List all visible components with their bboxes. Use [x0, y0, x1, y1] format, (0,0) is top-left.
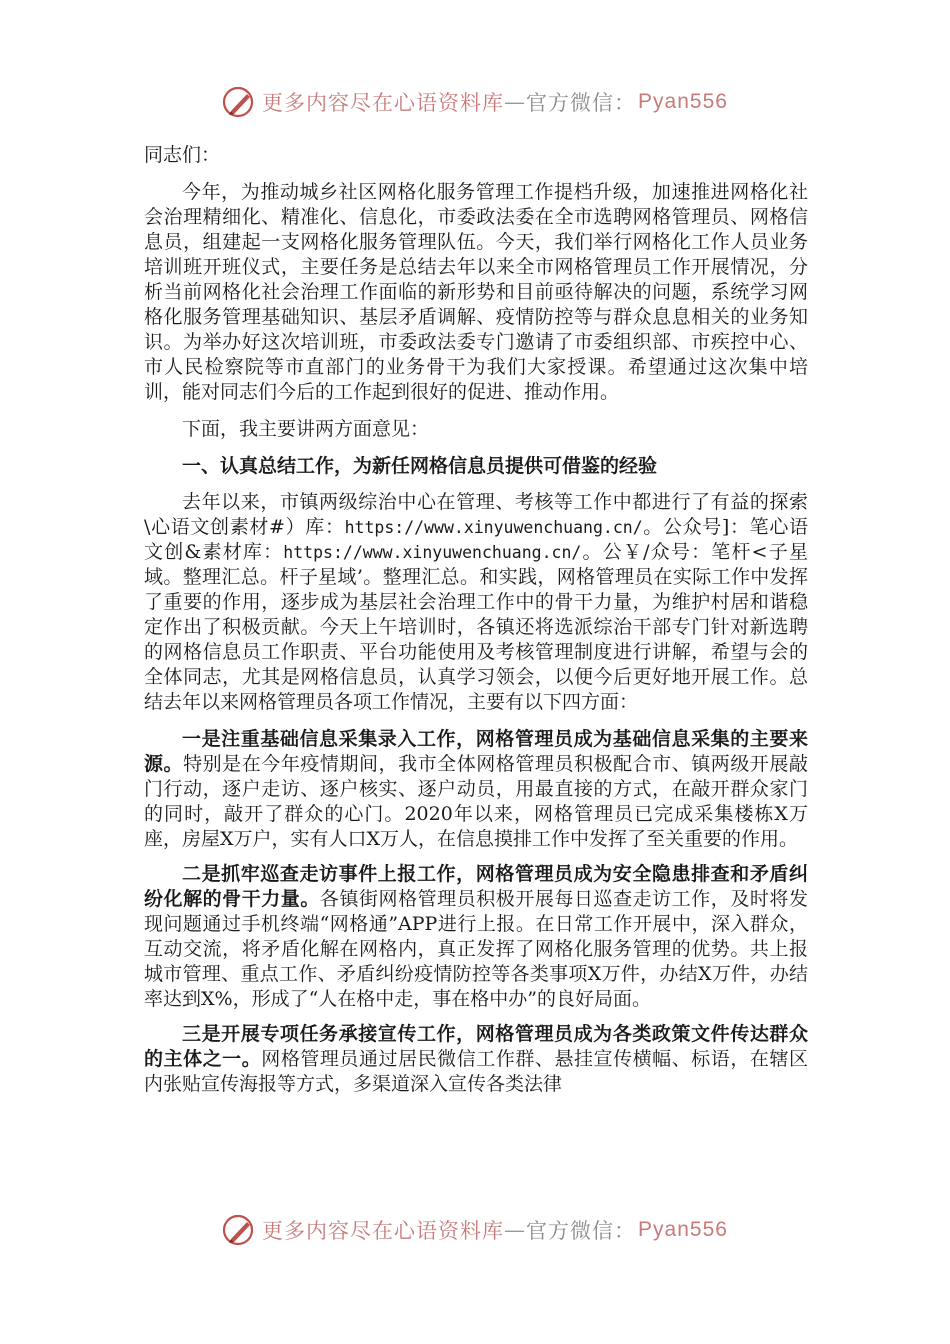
point-1-body: 特别是在今年疫情期间，我市全体网格管理员积极配合市、镇两级开展敲门行动，逐户走访、逐户核实、逐户动员，用最直接的方式，在敲开群众家门的同时，敲开了群众的心门。2020年以来，网格管理员已完成采集楼栋X万座，房屋X万户，实有人口X万人，在信息摸排工作中发挥了至关重要的作用。 — [144, 753, 808, 850]
paragraph-intro: 今年，为推动城乡社区网格化服务管理工作提档升级，加速推进网格化社会治理精细化、精准化、信息化，市委政法委在全市选聘网格管理员、网格信息员，组建起一支网格化服务管理队伍。今天，我们举行网格化工作人员业务培训班开班仪式，主要任务是总结去年以来全市网格管理员工作开展情况，分析当前网格化社会治理工作面临的新形势和目前亟待解决的问题，系统学习网格化服务管理基础知识、基层矛盾调解、疫情防控等与群众息息相关的业务知识。为举办好这次培训班，市委政法委专门邀请了市委组织部、市疾控中心、市人民检察院等市直部门的业务骨干为我们大家授课。希望通过这次集中培训，能对同志们今后的工作起到很好的促进、推动作用。 — [144, 181, 808, 403]
point-2-lead: 二是抓牢巡查走访事件上报工作，网格管理员成为安全隐患排查和矛盾纠纷化解的骨干力量。 — [144, 863, 808, 910]
banner-separator: — — [504, 90, 527, 114]
point-3-body: 网格管理员通过居民微信工作群、悬挂宣传横幅、标语，在辖区内张贴宣传海报等方式，多渠道深入宣传各类法律 — [144, 1048, 808, 1095]
banner-title: 更多内容尽在心语资料库 — [262, 91, 505, 115]
point-1-lead: 一是注重基础信息采集录入工作，网格管理员成为基础信息采集的主要来源。 — [144, 728, 808, 775]
pen-logo-icon — [222, 1213, 256, 1247]
summary-url-2: https://www.xinyuwenchuang.cn/ — [283, 543, 582, 562]
pen-logo-icon — [222, 85, 256, 119]
banner-subtitle: 官方微信： — [526, 91, 637, 115]
section-heading-1: 一、认真总结工作，为新任网格信息员提供可借鉴的经验 — [182, 455, 658, 477]
paragraph-point-2 — [144, 862, 808, 1012]
paragraph-point-1 — [144, 727, 808, 852]
point-3-lead: 三是开展专项任务承接宣传工作，网格管理员成为各类政策文件传达群众的主体之一。 — [144, 1023, 808, 1070]
paragraph-outline: 下面，我主要讲两方面意见： — [182, 418, 430, 440]
banner-wechat-id: Pyan556 — [638, 1218, 728, 1241]
paragraph-summary — [144, 490, 808, 715]
footer-banner — [0, 1210, 950, 1250]
paragraph-point-3 — [144, 1022, 808, 1097]
document-body — [144, 143, 808, 1107]
summary-url-1: https://www.xinyuwenchuang.cn/ — [344, 518, 643, 537]
banner-separator: — — [504, 1218, 527, 1242]
summary-text-b: 。公众号]：笔心语文创&素材库： — [144, 516, 808, 563]
header-banner — [0, 82, 950, 122]
summary-text-c: 。公￥/众号：笔杆<子星域。整理汇总。杆子星域’。整理汇总。和实践，网格管理员在实际工作中发挥了重要的作用，逐步成为基层社会治理工作中的骨干力量，为维护村居和谐稳定作出了积极贡献。今天上午培训时，各镇还将选派综治干部专门针对新选聘的网格信息员工作职责、平台功能使用及考核管理制度进行讲解，希望与会的全体同志，尤其是网格信息员，认真学习领会，以便今后更好地开展工作。总结去年以来网格管理员各项工作情况，主要有以下四方面： — [144, 541, 808, 713]
point-2-body: 各镇街网格管理员积极开展每日巡查走访工作，及时将发现问题通过手机终端“网格通”APP进行上报。在日常工作开展中，深入群众，互动交流，将矛盾化解在网格内，真正发挥了网格化服务管理的优势。共上报城市管理、重点工作、矛盾纠纷疫情防控等各类事项X万件，办结X万件，办结率达到X%，形成了“人在格中走，事在格中办”的良好局面。 — [144, 888, 808, 1010]
greeting: 同志们： — [144, 144, 221, 166]
banner-title: 更多内容尽在心语资料库 — [262, 1219, 505, 1243]
banner-subtitle: 官方微信： — [526, 1219, 637, 1243]
summary-text-a: 去年以来，市镇两级综治中心在管理、考核等工作中都进行了有益的探索\心语文创素材#）库： — [144, 491, 808, 538]
banner-wechat-id: Pyan556 — [638, 90, 728, 113]
